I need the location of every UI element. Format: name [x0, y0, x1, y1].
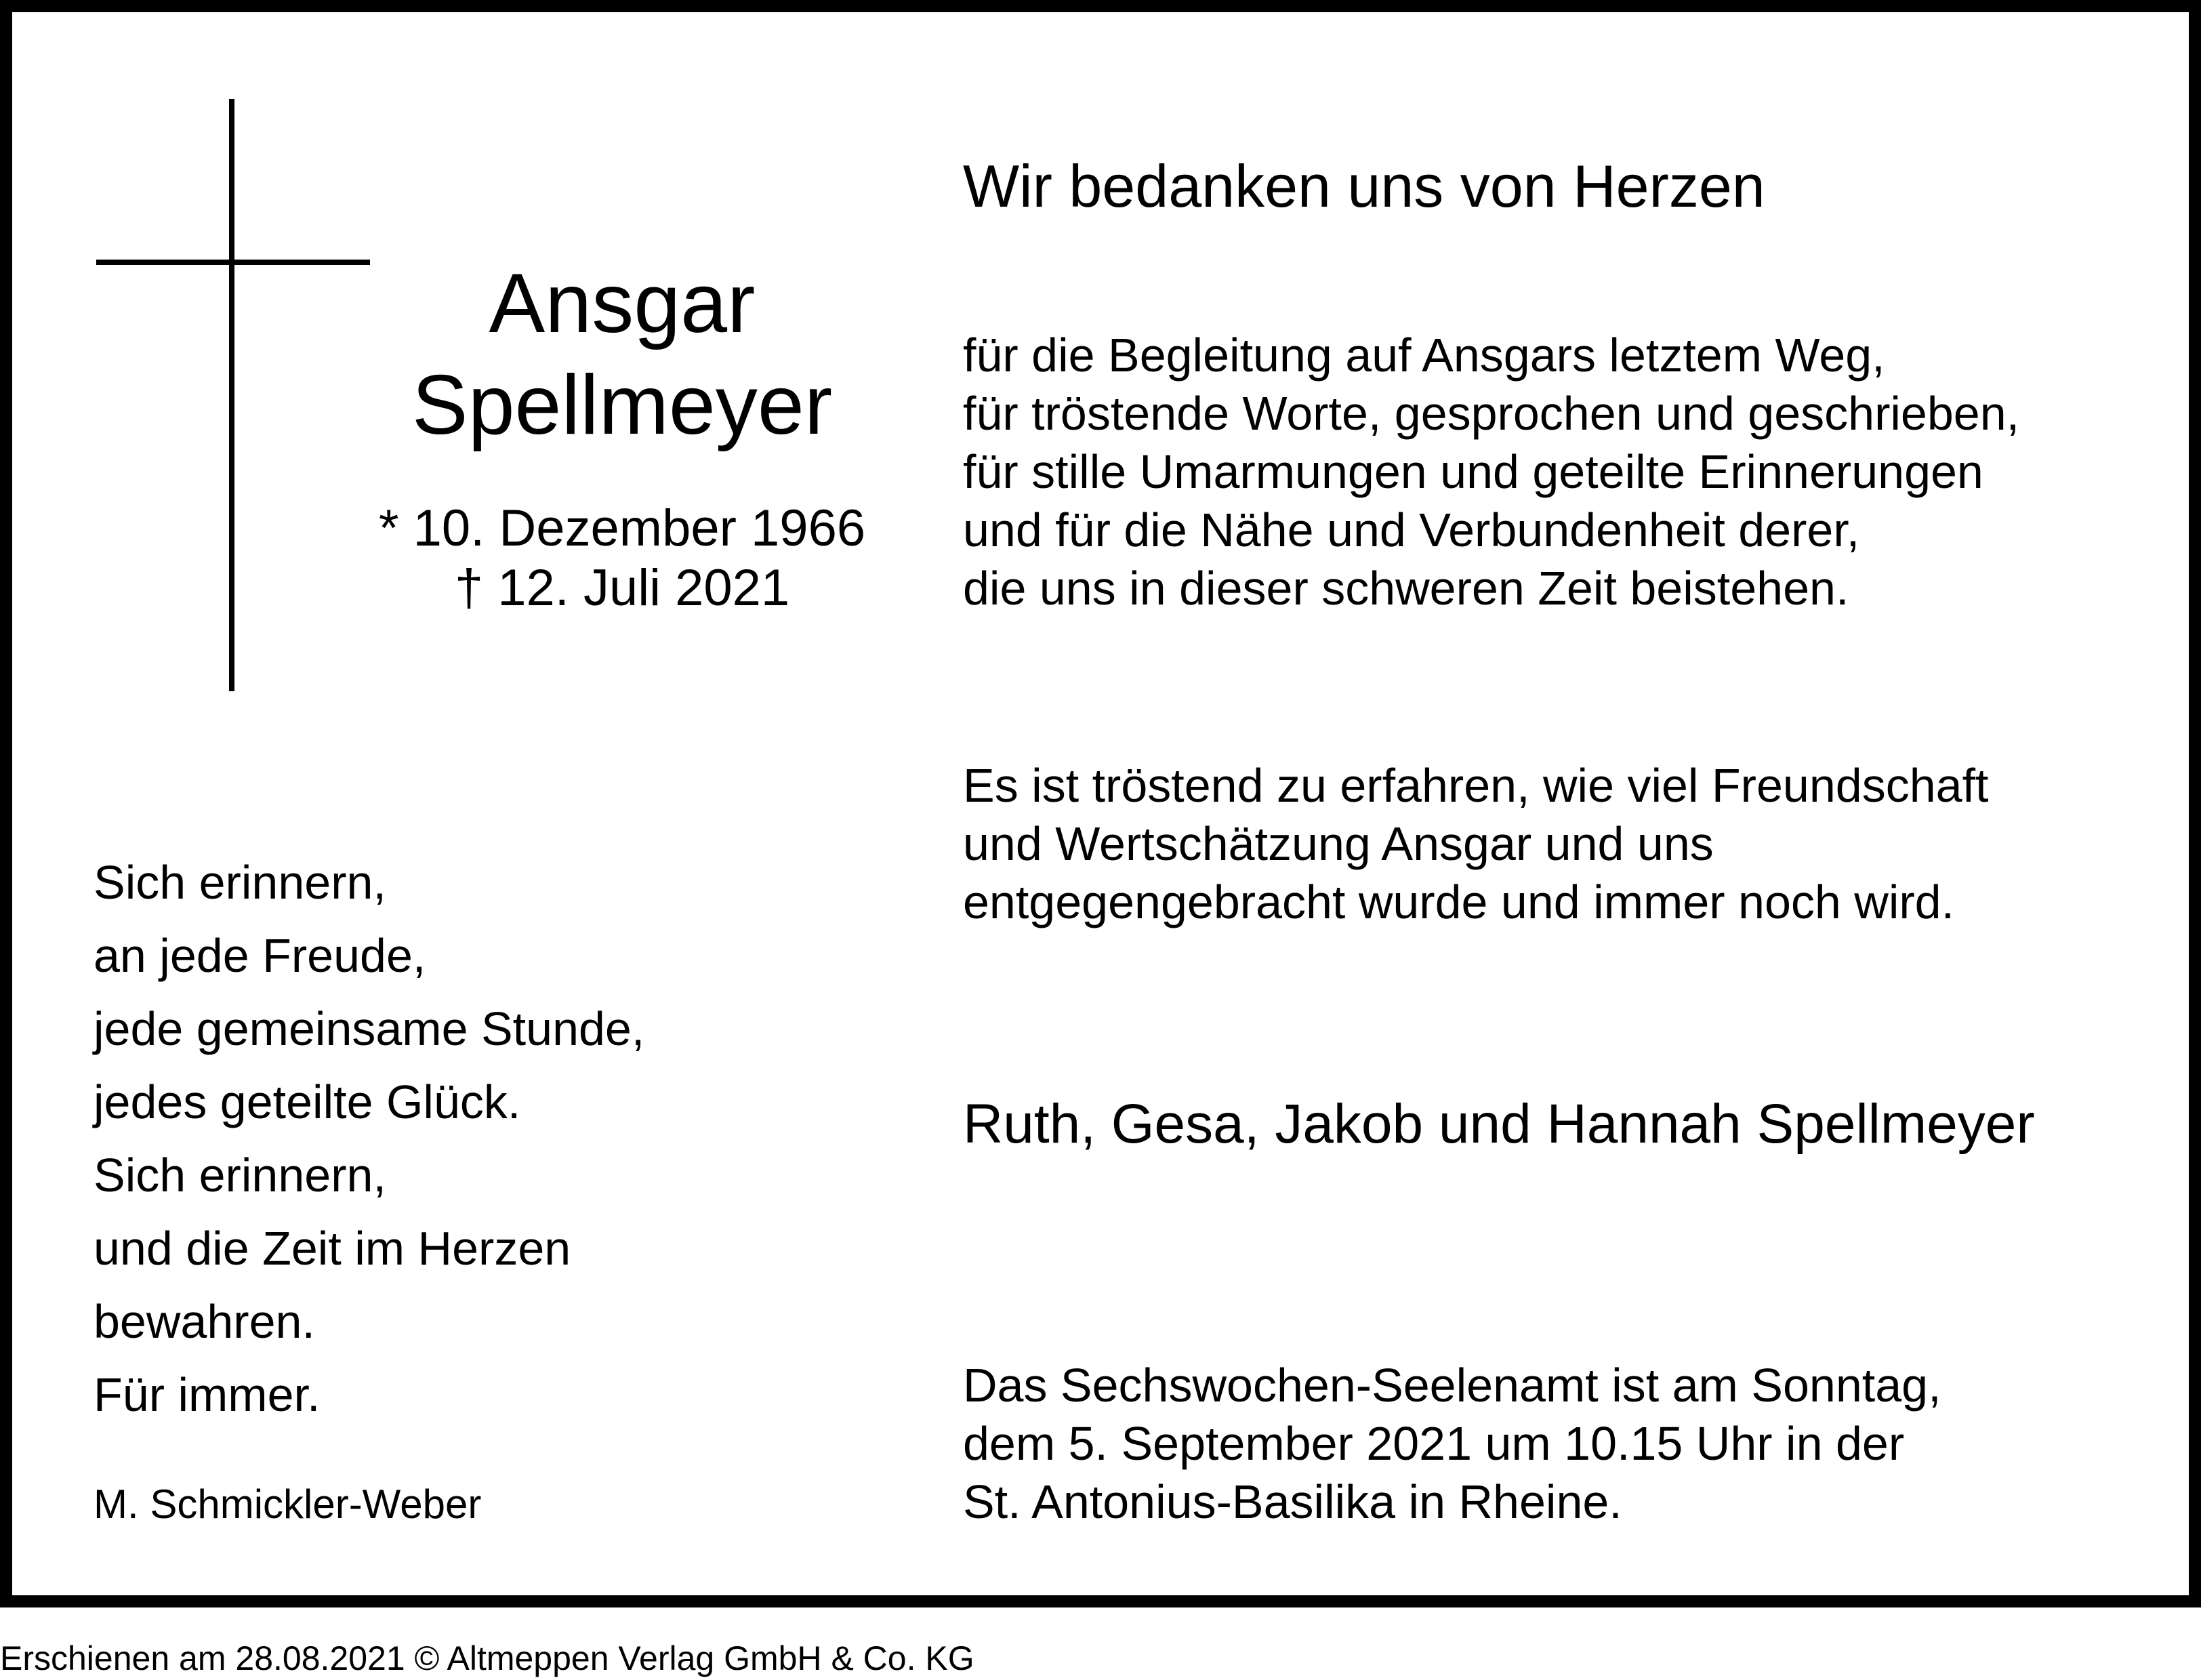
poem-line: Sich erinnern, [94, 856, 386, 909]
thanks-line: für stille Umarmungen und geteilte Erinnerungen [963, 445, 1983, 498]
thanks-line: für die Begleitung auf Ansgars letztem Weg, [963, 329, 1885, 382]
thanks-headline: Wir bedanken uns von Herzen [963, 152, 1765, 220]
birth-date: * 10. Dezember 1966 [378, 499, 866, 557]
thanks-paragraph [963, 326, 2019, 617]
poem-line: Sich erinnern, [94, 1149, 386, 1202]
poem-line: bewahren. [94, 1295, 315, 1348]
comfort-line: Es ist tröstend zu erfahren, wie viel Freundschaft [963, 759, 1989, 812]
life-dates [351, 499, 893, 618]
thanks-line: für tröstende Worte, gesprochen und geschrieben, [963, 387, 2020, 440]
poem-line: und die Zeit im Herzen [94, 1222, 571, 1275]
service-line: dem 5. September 2021 um 10.15 Uhr in der [963, 1417, 1905, 1470]
thanks-line: die uns in dieser schweren Zeit beistehen. [963, 562, 1849, 615]
comfort-paragraph [963, 756, 1988, 931]
poem-author: M. Schmickler-Weber [94, 1481, 482, 1527]
death-date: † 12. Juli 2021 [454, 559, 790, 617]
cross-horizontal-bar [96, 260, 370, 265]
poem [94, 846, 644, 1431]
deceased-last-name: Spellmeyer [411, 358, 833, 452]
service-line: Das Sechswochen-Seelenamt ist am Sonntag, [963, 1359, 1941, 1412]
poem-line: jede gemeinsame Stunde, [94, 1002, 645, 1055]
family-signature: Ruth, Gesa, Jakob und Hannah Spellmeyer [963, 1093, 2035, 1155]
poem-line: an jede Freude, [94, 929, 426, 982]
poem-line: jedes geteilte Glück. [94, 1075, 521, 1128]
poem-line: Für immer. [94, 1368, 321, 1421]
deceased-name [351, 253, 893, 456]
cross-vertical-bar [229, 99, 234, 691]
thanks-line: und für die Nähe und Verbundenheit derer, [963, 504, 1860, 556]
comfort-line: und Wertschätzung Ansgar und uns [963, 817, 1714, 870]
memorial-service-info [963, 1356, 1941, 1531]
deceased-first-name: Ansgar [489, 257, 756, 350]
comfort-line: entgegengebracht wurde und immer noch wird. [963, 876, 1955, 928]
service-line: St. Antonius-Basilika in Rheine. [963, 1475, 1622, 1528]
publication-footer: Erschienen am 28.08.2021 © Altmeppen Verlag GmbH & Co. KG [0, 1639, 974, 1677]
